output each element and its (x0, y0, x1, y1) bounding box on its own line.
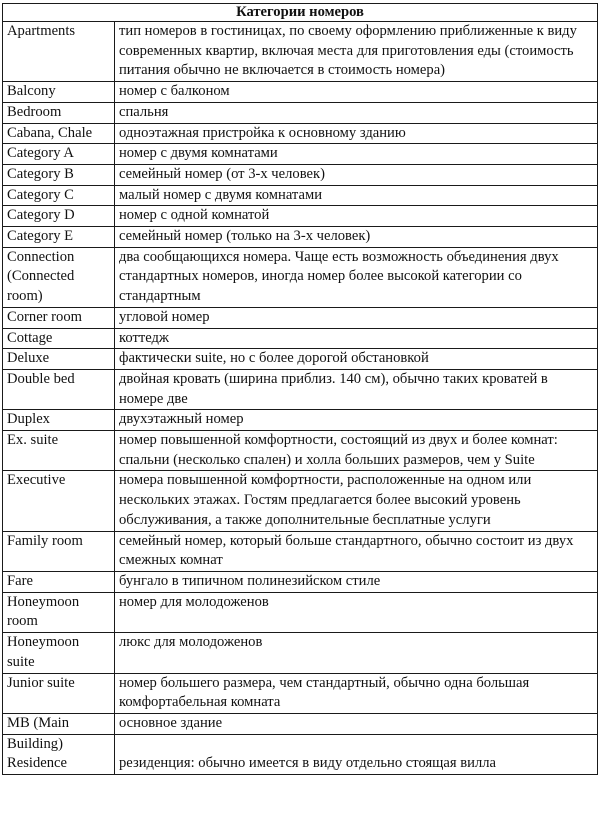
definition-cell: основное здание (115, 713, 598, 734)
table-body (3, 22, 598, 775)
definition-cell: номер большего размера, чем стандартный, обычно одна большая комфортабельная комната (115, 673, 598, 713)
term-cell: Duplex (3, 410, 115, 431)
table-row (3, 123, 598, 144)
term-cell: MB (Main (3, 713, 115, 734)
term-cell: Fare (3, 571, 115, 592)
table-row (3, 82, 598, 103)
term-cell: Connection (Connected room) (3, 247, 115, 307)
definition-cell: семейный номер (от 3-х человек) (115, 164, 598, 185)
table-row (3, 206, 598, 227)
definition-cell: резиденция: обычно имеется в виду отдельно стоящая вилла (115, 734, 598, 774)
definition-cell: номер с двумя комнатами (115, 144, 598, 165)
term-cell: Honeymoon room (3, 592, 115, 632)
term-cell: Category D (3, 206, 115, 227)
table-row (3, 22, 598, 82)
term-cell: Category A (3, 144, 115, 165)
table-row (3, 307, 598, 328)
table-row (3, 471, 598, 531)
definition-cell: номер для молодоженов (115, 592, 598, 632)
term-cell: Corner room (3, 307, 115, 328)
definition-cell: люкс для молодоженов (115, 633, 598, 673)
definition-cell: номер повышенной комфортности, состоящий из двух и более комнат: спальни (несколько спален) и холла больших размеров, чем у Suite (115, 431, 598, 471)
table-row (3, 247, 598, 307)
term-cell: Family room (3, 531, 115, 571)
table-header-row (3, 4, 598, 22)
definition-cell: коттедж (115, 328, 598, 349)
table-row (3, 431, 598, 471)
term-cell: Cabana, Chale (3, 123, 115, 144)
definition-cell: фактически suite, но с более дорогой обстановкой (115, 349, 598, 370)
definition-cell: номер с балконом (115, 82, 598, 103)
table-row (3, 531, 598, 571)
definition-cell: малый номер с двумя комнатами (115, 185, 598, 206)
table-row (3, 410, 598, 431)
table-row (3, 673, 598, 713)
table-row (3, 227, 598, 248)
table-row (3, 571, 598, 592)
table-row (3, 713, 598, 734)
definition-cell: двойная кровать (ширина приблиз. 140 см), обычно таких кроватей в номере две (115, 369, 598, 409)
table-row (3, 328, 598, 349)
term-cell: Category E (3, 227, 115, 248)
definition-cell: тип номеров в гостиницах, по своему оформлению приближенные к виду современных квартир, включая места для приготовления еды (стоимость питания обычно не включается в стоимость номера) (115, 22, 598, 82)
term-cell: Apartments (3, 22, 115, 82)
term-cell: Ex. suite (3, 431, 115, 471)
table-row (3, 369, 598, 409)
definition-cell: семейный номер (только на 3-х человек) (115, 227, 598, 248)
term-cell: Cottage (3, 328, 115, 349)
table-title: Категории номеров (3, 4, 598, 22)
definition-cell: угловой номер (115, 307, 598, 328)
room-categories-table (2, 3, 598, 775)
table-row (3, 633, 598, 673)
table-row (3, 592, 598, 632)
definition-cell: одноэтажная пристройка к основному зданию (115, 123, 598, 144)
table-row (3, 349, 598, 370)
definition-cell: два сообщающихся номера. Чаще есть возможность объединения двух стандартных номеров, иногда номер более высокой категории со стандартным (115, 247, 598, 307)
definition-cell: двухэтажный номер (115, 410, 598, 431)
definition-cell: бунгало в типичном полинезийском стиле (115, 571, 598, 592)
table-row (3, 185, 598, 206)
table-row (3, 164, 598, 185)
table-row (3, 102, 598, 123)
term-cell: Bedroom (3, 102, 115, 123)
table-row (3, 144, 598, 165)
term-cell: Deluxe (3, 349, 115, 370)
definition-cell: номера повышенной комфортности, расположенные на одном или нескольких этажах. Гостям предлагается более высокий уровень обслуживания, а также дополнительные бесплатные услуги (115, 471, 598, 531)
definition-cell: семейный номер, который больше стандартного, обычно состоит из двух смежных комнат (115, 531, 598, 571)
term-cell: Category C (3, 185, 115, 206)
term-cell: Category B (3, 164, 115, 185)
term-cell: Balcony (3, 82, 115, 103)
term-cell: Honeymoon suite (3, 633, 115, 673)
term-cell: Building) Residence (3, 734, 115, 774)
term-cell: Executive (3, 471, 115, 531)
definition-cell: номер с одной комнатой (115, 206, 598, 227)
term-cell: Double bed (3, 369, 115, 409)
definition-cell: спальня (115, 102, 598, 123)
term-cell: Junior suite (3, 673, 115, 713)
table-row (3, 734, 598, 774)
